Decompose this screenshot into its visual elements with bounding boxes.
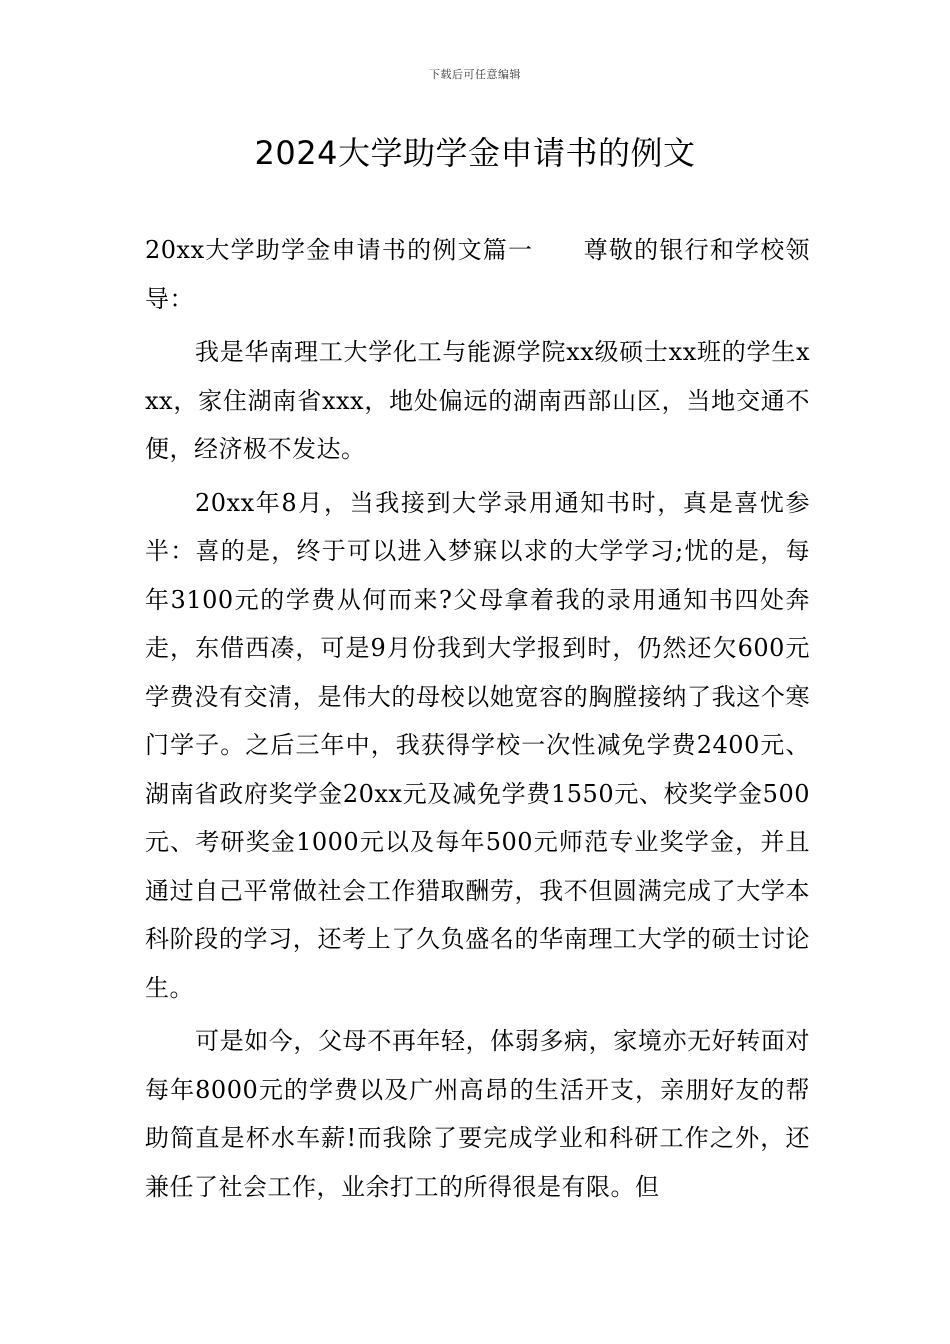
document-body <box>145 226 810 1216</box>
document-title: 2024大学助学金申请书的例文 <box>254 134 696 172</box>
paragraph-introduction: 我是华南理工大学化工与能源学院xx级硕士xx班的学生xxx，家住湖南省xxx，地处偏远的湖南西部山区，当地交通不便，经济极不发达。 <box>145 338 810 463</box>
header-note: 下载后可任意编辑 <box>429 68 521 81</box>
paragraph-college-history: 20xx年8月，当我接到大学录用通知书时，真是喜忧参半：喜的是，终于可以进入梦寐以求的大学学习;忧的是，每年3100元的学费从何而来?父母拿着我的录用通知书四处奔走，东借西凑，可是9月份我到大学报到时，仍然还欠600元学费没有交清，是伟大的母校以她宽容的胸膛接纳了我这个寒门学子。之后三年中，我获得学校一次性减免学费2400元、湖南省政府奖学金20xx元及减免学费1550元、校奖学金500元、考研奖金1000元以及每年500元师范专业奖学金，并且通过自己平常做社会工作猎取酬劳，我不但圆满完成了大学本科阶段的学习，还考上了久负盛名的华南理工大学的硕士讨论生。 <box>145 488 810 1002</box>
paragraph-salutation: 20xx大学助学金申请书的例文篇一 尊敬的银行和学校领导： <box>145 236 810 313</box>
paragraph-current-situation: 可是如今，父母不再年轻，体弱多病，家境亦无好转面对每年8000元的学费以及广州高昂的生活开支，亲朋好友的帮助简直是杯水车薪!而我除了要完成学业和科研工作之外，还兼任了社会工作，业余打工的所得很是有限。但 <box>145 1027 810 1201</box>
